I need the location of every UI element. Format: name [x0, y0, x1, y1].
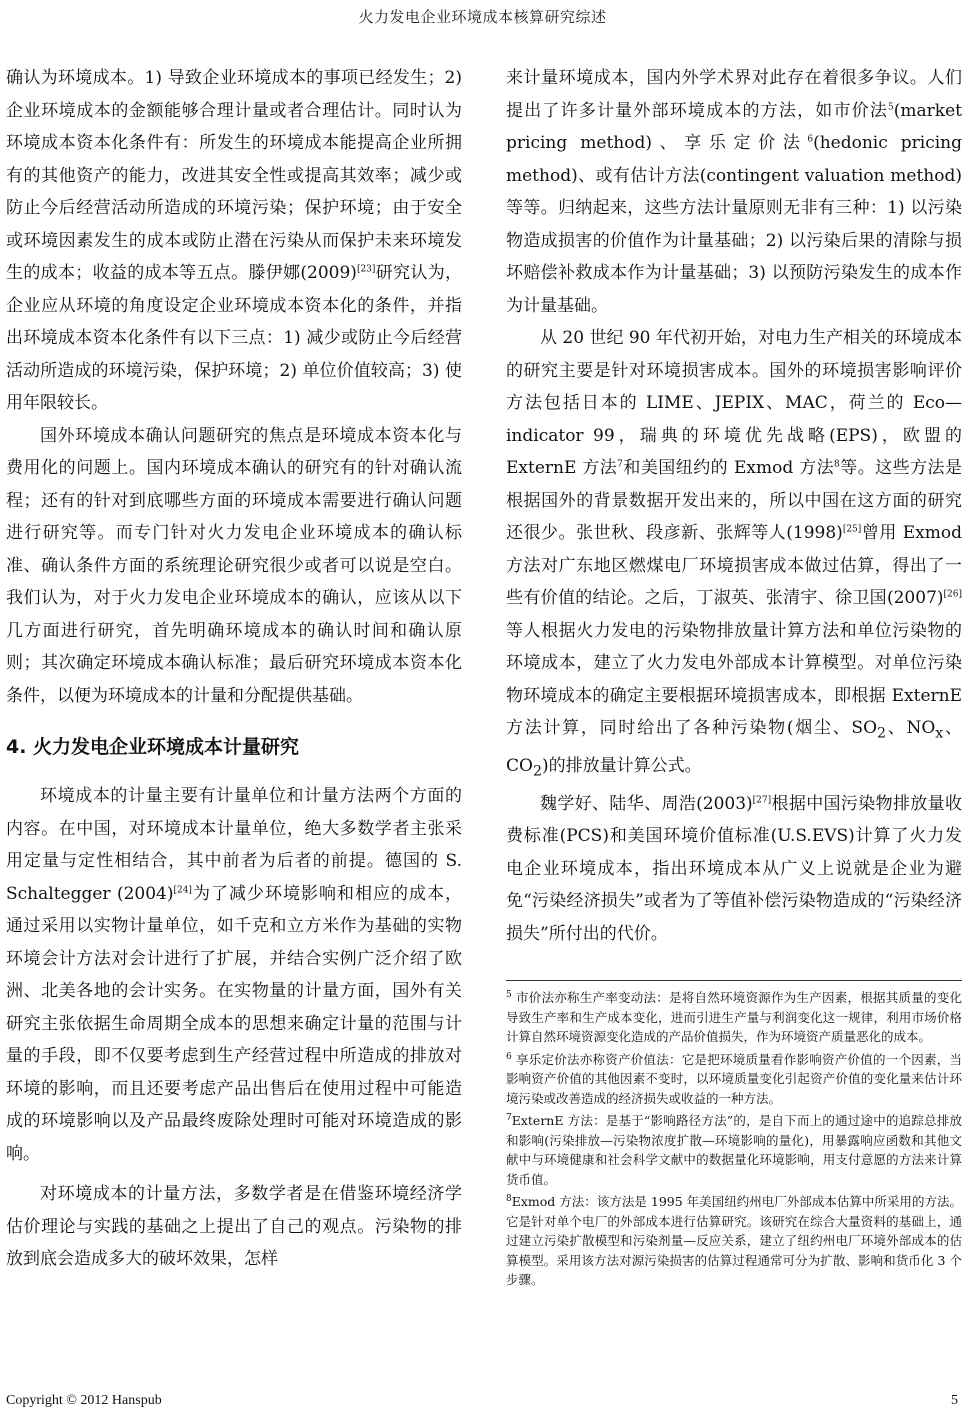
- footnote-mark: 6: [807, 134, 814, 145]
- citation: [24]: [173, 884, 192, 895]
- text: 来计量环境成本，国内外学术界对此存在着很多争议。人们提出了许多计量外部环境成本的方法，如市价法: [506, 68, 962, 121]
- footnotes: [506, 988, 962, 1293]
- page-number: 5: [951, 1393, 958, 1408]
- page-footer: [6, 1393, 958, 1409]
- footnote-text: 市价法亦称生产率变动法：是将自然环境资源作为生产因素，根据其质量的变化导致生产率和生产成本变化，进而引进生产量与利润变化这一规律，利用市场价格计算自然环境资源变化造成的产品价值损失，作为环境资产质量恶化的成本。: [506, 990, 962, 1044]
- footnote-text: 享乐定价法亦称资产价值法：它是把环境质量看作影响资产价值的一个因素，当影响资产价值的其他因素不变时，以环境质量变化引起资产价值的变化量来估计环境污染或改善造成的经济损失或收益的一种方法。: [506, 1051, 962, 1106]
- footnote: [506, 988, 962, 1047]
- left-column: [6, 62, 462, 1276]
- text: 环境成本的计量主要有计量单位和计量方法两个方面的内容。在中国，对环境成本计量单位，绝大多数学者主张采用定量与定性相结合，其中前者为后者的前提。德国的 S. Schaltegger (2004): [6, 786, 462, 904]
- paragraph: 国外环境成本确认问题研究的焦点是环境成本资本化与费用化的问题上。国内环境成本确认的研究有的针对确认流程；还有的针对到底哪些方面的环境成本需要进行确认问题进行研究等。而专门针对火力发电企业环境成本的确认标准、确认条件方面的系统理论研究很少或者可以说是空白。我们认为，对于火力发电企业环境成本的确认，应该从以下几方面进行研究，首先明确环境成本的确认时间和确认原则；其次确定环境成本确认标准；最后研究环境成本资本化条件，以便为环境成本的计量和分配提供基础。: [6, 425, 462, 706]
- text: 根据中国污染物排放量收费标准(PCS)和美国环境价值标准(U.S.EVS)计算了火力发电企业环境成本，指出环境成本从广义上说就是企业为避免“污染经济损失”或者为了等值补偿污染物造成的“污染经济损失”所付出的代价。: [506, 793, 962, 944]
- paragraph: [6, 62, 462, 420]
- footnote-mark: 7: [617, 459, 623, 470]
- paragraph: [506, 322, 962, 788]
- text: 等人根据火力发电的污染物排放量计算方法和单位污染物的环境成本，建立了火力发电外部成本计算模型。对单位污染物环境成本的确定主要根据环境损害成本，即根据 ExternE 方法计算，同时给出了各种污染物(烟尘、SO: [506, 620, 962, 738]
- section-heading: 4. 火力发电企业环境成本计量研究: [6, 736, 300, 758]
- footnote-number: 7: [506, 1112, 512, 1123]
- footnote-number: 8: [506, 1193, 512, 1204]
- text: (hedonic pricing method)、或有估计方法(contingent valuation method)等等。归纳起来，这些方法计量原则无非有三种：1) 以污染物造成损害的价值作为计量基础；2) 以污染后果的清除与损坏赔偿补救成本作为计量基础；3) 以预防污染发生的成本作为计量基础。: [506, 133, 962, 316]
- footnote: [506, 1111, 962, 1189]
- subscript: 2: [532, 763, 542, 780]
- citation: [23]: [356, 264, 376, 275]
- text: 魏学好、陆华、周浩(2003): [540, 793, 753, 814]
- citation: [26]: [943, 589, 962, 600]
- copyright-text: Copyright © 2012 Hanspub: [6, 1393, 162, 1408]
- subscript: x: [935, 725, 944, 742]
- paragraph: [6, 780, 462, 1170]
- footnote: [506, 1050, 962, 1109]
- paragraph: [506, 62, 962, 322]
- text: 研究认为，企业应从环境的角度设定企业环境成本资本化的条件，并指出环境成本资本化条件有以下三点：1) 减少或防止今后经营活动所造成的环境污染，保护环境；2) 单位价值较高；3) 使用年限较长。: [6, 263, 463, 413]
- footnote-number: 5: [506, 989, 512, 1000]
- footnote-divider: [506, 980, 962, 981]
- text: )的排放量计算公式。: [541, 755, 702, 776]
- footnote-text: ExternE 方法：是基于“影响路径方法”的，是自下而上的通过途中的追踪总排放和影响(污染排放—污染物浓度扩散—环境影响的量化)，用暴露响应函数和其他文献中与环境健康和社会科学文献中的数据量化环境影响，用支付意愿的方法来计算货币值。: [506, 1113, 962, 1187]
- citation: [25]: [842, 524, 862, 535]
- citation: [27]: [752, 795, 772, 806]
- text: 、NO: [886, 718, 936, 738]
- subscript: 2: [877, 725, 887, 742]
- text: 为了减少环境影响和相应的成本，通过采用以实物计量单位，如千克和立方米作为基础的实物环境会计方法对会计进行了扩展，并结合实例广泛介绍了欧洲、北美各地的会计实务。在实物量的计量方面，国外有关研究主张依据生命周期全成本的思想来确定计量的范围与计量的手段，即不仅要考虑到生产经营过程中所造成的排放对环境的影响，而且还要考虑产品出售后在使用过程中可能造成的环境影响以及产品最终废除处理时可能对环境造成的影响。: [6, 883, 462, 1164]
- text: 确认为环境成本。1) 导致企业环境成本的事项已经发生；2) 企业环境成本的金额能够合理计量或者合理估计。同时认为环境成本资本化条件有：所发生的环境成本能提高企业所拥有的其他资产的能力，改进其安全性或提高其效率；减少或防止今后经营活动所造成的环境污染；保护环境；由于安全或环境因素发生的成本或防止潜在污染从而保护未来环境发生的成本；收益的成本等五点。滕伊娜(2009): [6, 68, 462, 283]
- footnote-text: Exmod 方法：该方法是 1995 年美国纽约州电厂外部成本估算中所采用的方法。它是针对单个电厂的外部成本进行估算研究。该研究在综合大量资料的基础上，通过建立污染扩散模型和污染剂量—反应关系，建立了纽约州电厂环境外部成本的估算模型。采用该方法对源污染损害的估算过程通常可分为扩散、影响和货币化 3 个步骤。: [506, 1194, 962, 1287]
- text: 、CO: [506, 718, 963, 776]
- right-column: [506, 62, 962, 950]
- text: 曾用 Exmod 方法对广东地区燃煤电厂环境损害成本做过估算，得出了一些有价值的结论。之后，丁淑英、张清宇、徐卫国(2007): [506, 523, 963, 608]
- text: 和美国纽约的 Exmod 方法: [622, 458, 835, 478]
- paragraph: 对环境成本的计量方法，多数学者是在借鉴环境经济学估价理论与实践的基础之上提出了自己的观点。污染物的排放到底会造成多大的破坏效果，怎样: [6, 1184, 462, 1269]
- paragraph: [506, 788, 962, 951]
- footnote-mark: 8: [834, 459, 840, 470]
- footnote: [506, 1192, 962, 1290]
- text: 等。这些方法是根据国外的背景数据开发出来的，所以中国在这方面的研究还很少。张世秋、段彦新、张辉等人(1998): [506, 458, 962, 543]
- footnote-number: 6: [506, 1051, 512, 1062]
- text: (market pricing method)、享乐定价法: [506, 100, 962, 153]
- footnote-mark: 5: [888, 101, 894, 112]
- running-header: 火力发电企业环境成本核算研究综述: [358, 8, 607, 26]
- text: 从 20 世纪 90 年代初开始，对电力生产相关的环境成本的研究主要是针对环境损害成本。国外的环境损害影响评价方法包括日本的 LIME、JEPIX、MAC，荷兰的 Eco—indicator 99，瑞典的环境优先战略(EPS)，欧盟的 ExternE 方法: [506, 328, 962, 478]
